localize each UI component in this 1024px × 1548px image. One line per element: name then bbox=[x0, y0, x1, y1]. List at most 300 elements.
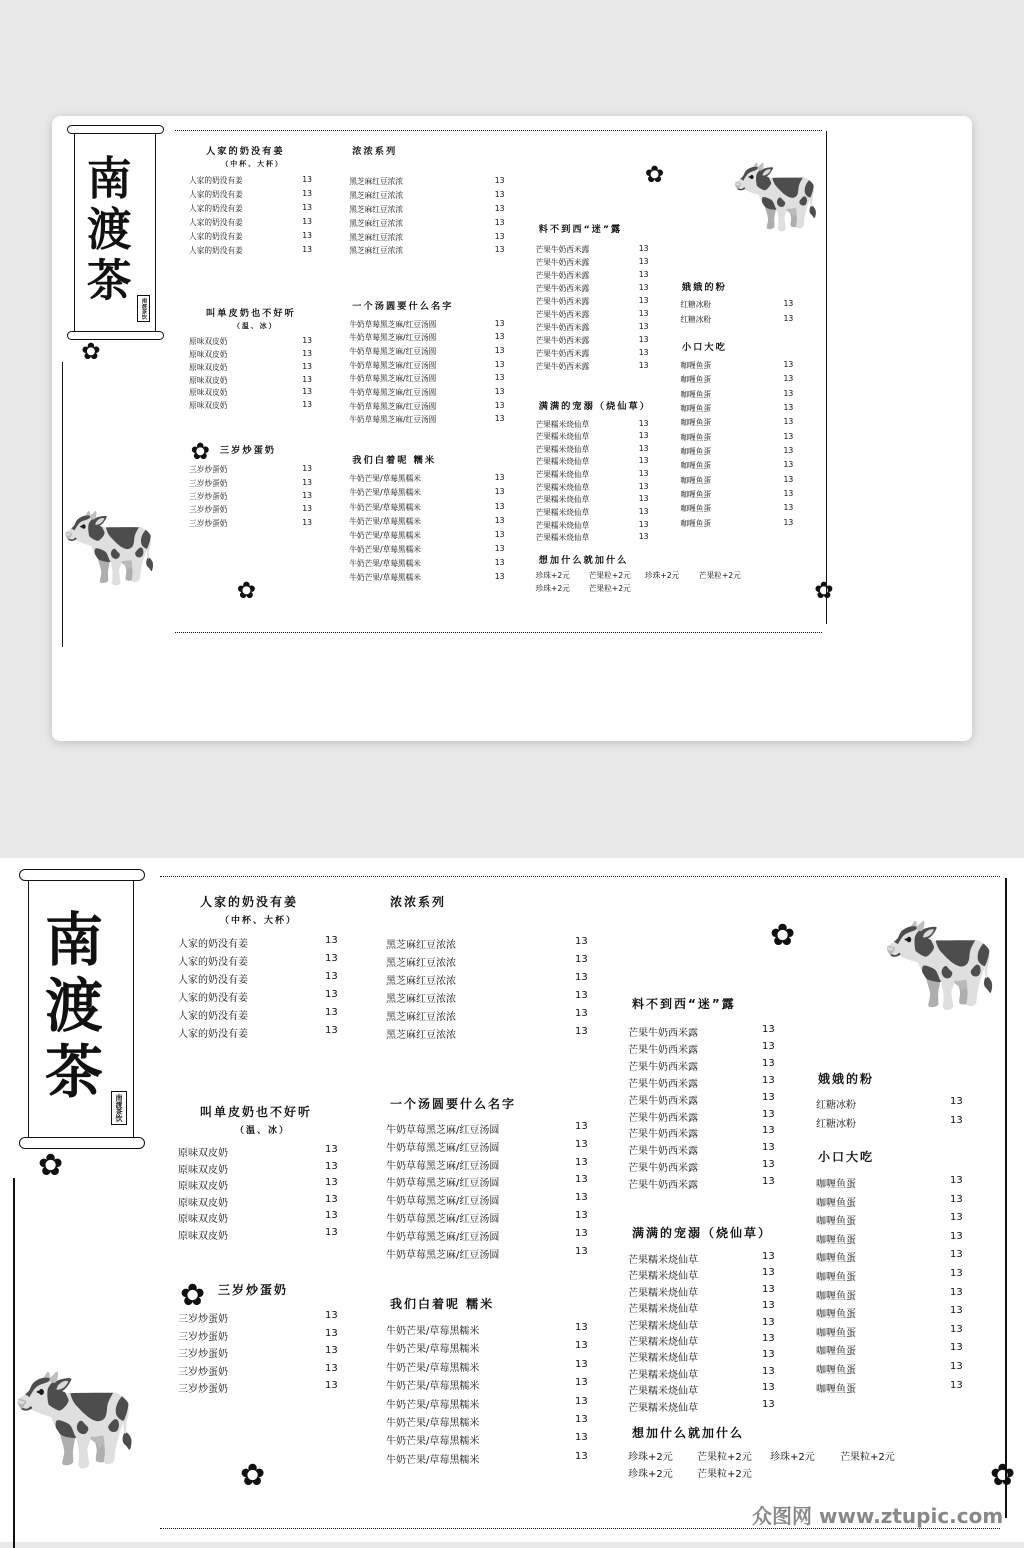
menu-item bbox=[178, 1380, 338, 1395]
menu-item bbox=[680, 374, 794, 385]
menu-item-name: 咖喱鱼蛋 bbox=[680, 361, 712, 371]
menu-item-name: 牛奶芒果/草莓黑糯米 bbox=[386, 1344, 480, 1356]
menu-item-price: 13 bbox=[783, 488, 794, 498]
menu-item-price: 13 bbox=[762, 1300, 775, 1312]
menu-item-price: 13 bbox=[950, 1096, 963, 1107]
menu-item bbox=[680, 360, 794, 371]
menu-item-name: 牛奶草莓黑芝麻/红豆汤圆 bbox=[349, 374, 437, 384]
menu-item-price: 13 bbox=[494, 189, 505, 199]
menu-item bbox=[535, 295, 649, 307]
menu-item-price: 13 bbox=[638, 532, 649, 542]
section-title-rice: 我们白着呢 糯米 bbox=[352, 455, 437, 467]
menu-item-price: 13 bbox=[575, 1138, 588, 1150]
menu-item-name: 芒果牛奶西米露 bbox=[535, 283, 590, 293]
addon-item: 珍珠+2元 bbox=[770, 1452, 815, 1463]
addon-item: 珍珠+2元 bbox=[628, 1452, 673, 1463]
menu-item-price: 13 bbox=[494, 572, 505, 582]
flower-icon: ✿ bbox=[38, 1148, 64, 1183]
menu-item-name: 芒果糯米烧仙草 bbox=[628, 1304, 698, 1316]
addon-item: 珍珠+2元 bbox=[628, 1469, 673, 1480]
menu-item bbox=[535, 519, 649, 531]
menu-item-name: 三岁炒蛋奶 bbox=[178, 1349, 228, 1360]
menu-item bbox=[178, 971, 338, 986]
menu-item-price: 13 bbox=[638, 321, 649, 331]
menu-item-price: 13 bbox=[325, 1362, 338, 1374]
menu-item bbox=[535, 443, 649, 455]
menu-item-price: 13 bbox=[762, 1074, 775, 1086]
menu-item-name: 原味双皮奶 bbox=[178, 1214, 228, 1226]
menu-item bbox=[816, 1305, 963, 1321]
menu-item-price: 13 bbox=[325, 1177, 338, 1189]
menu-item bbox=[535, 282, 649, 294]
menu-item-name: 三岁炒蛋奶 bbox=[189, 465, 228, 475]
addon-item: 芒果粒+2元 bbox=[588, 571, 631, 581]
menu-item bbox=[628, 1057, 775, 1073]
section-title-snacks: 小口大吃 bbox=[818, 1150, 875, 1164]
menu-item-price: 13 bbox=[762, 1333, 775, 1344]
top-frame-line bbox=[175, 130, 822, 132]
menu-item-price: 13 bbox=[575, 954, 588, 965]
brand-char: 渡 bbox=[45, 972, 104, 1040]
menu-item-price: 13 bbox=[762, 1349, 775, 1361]
menu-item-price: 13 bbox=[950, 1249, 963, 1261]
menu-item-name: 芒果糯米烧仙草 bbox=[535, 457, 590, 467]
menu-item bbox=[816, 1249, 963, 1265]
menu-item bbox=[386, 972, 588, 987]
menu-item-name: 牛奶芒果/草莓黑糯米 bbox=[386, 1381, 480, 1393]
menu-item-price: 13 bbox=[494, 529, 505, 539]
menu-item-name: 咖喱鱼蛋 bbox=[816, 1234, 856, 1246]
menu-item-price: 13 bbox=[762, 1267, 775, 1279]
menu-item-name: 红糖冰粉 bbox=[680, 314, 712, 324]
menu-item-name: 黑芝麻红豆浓浓 bbox=[349, 177, 404, 187]
menu-item-price: 13 bbox=[494, 487, 505, 497]
menu-item-price: 13 bbox=[575, 1210, 588, 1221]
menu-item-name: 原味双皮奶 bbox=[178, 1197, 228, 1209]
addon-item: 芒果粒+2元 bbox=[840, 1452, 895, 1463]
menu-item-name: 牛奶芒果/草莓黑糯米 bbox=[349, 502, 421, 512]
menu-item bbox=[628, 1142, 775, 1158]
menu-item-price: 13 bbox=[575, 990, 588, 1001]
menu-item bbox=[816, 1361, 963, 1376]
menu-item-name: 原味双皮奶 bbox=[178, 1148, 228, 1159]
menu-item-price: 13 bbox=[950, 1305, 963, 1317]
menu-item-price: 13 bbox=[950, 1379, 963, 1391]
menu-item-price: 13 bbox=[950, 1230, 963, 1242]
menu-item-price: 13 bbox=[950, 1175, 963, 1186]
menu-item-name: 芒果牛奶西米露 bbox=[628, 1078, 698, 1090]
menu-item bbox=[386, 1008, 588, 1023]
menu-item-price: 13 bbox=[783, 417, 794, 427]
menu-item-price: 13 bbox=[783, 446, 794, 456]
menu-item-name: 芒果糯米烧仙草 bbox=[535, 495, 590, 505]
menu-item bbox=[189, 464, 313, 475]
menu-item-price: 13 bbox=[575, 1156, 588, 1168]
section-subtitle-pudding: （温、冰） bbox=[232, 322, 278, 331]
menu-item-price: 13 bbox=[762, 1057, 775, 1069]
menu-item-price: 13 bbox=[638, 431, 649, 441]
menu-item-price: 13 bbox=[325, 971, 338, 982]
menu-item bbox=[628, 1074, 775, 1090]
menu-item-price: 13 bbox=[494, 373, 505, 383]
menu-item-name: 芒果糯米烧仙草 bbox=[535, 444, 590, 454]
menu-item bbox=[189, 175, 313, 186]
menu-item bbox=[628, 1040, 775, 1056]
menu-item-price: 13 bbox=[638, 256, 649, 266]
menu-item-price: 13 bbox=[783, 403, 794, 413]
menu-item-name: 咖喱鱼蛋 bbox=[816, 1179, 856, 1190]
menu-item-name: 咖喱鱼蛋 bbox=[816, 1383, 856, 1395]
menu-item bbox=[535, 308, 649, 320]
menu-item-price: 13 bbox=[494, 400, 505, 410]
menu-item bbox=[628, 1333, 775, 1348]
section-title-grass-jelly: 满满的宠溺（烧仙草） bbox=[632, 1226, 773, 1240]
menu-item-name: 红糖冰粉 bbox=[680, 300, 712, 310]
menu-item bbox=[680, 388, 794, 400]
section-title-tangyuan: 一个汤圆要什么名字 bbox=[352, 301, 454, 313]
menu-item bbox=[189, 336, 313, 347]
menu-item-price: 13 bbox=[783, 503, 794, 513]
menu-item bbox=[535, 360, 649, 372]
menu-item bbox=[349, 332, 505, 343]
menu-item-price: 13 bbox=[762, 1251, 775, 1262]
menu-preview-card bbox=[52, 116, 972, 741]
menu-item-price: 13 bbox=[302, 374, 313, 384]
menu-item-name: 芒果牛奶西米露 bbox=[628, 1146, 698, 1158]
menu-item-name: 牛奶芒果/草莓黑糯米 bbox=[349, 488, 421, 498]
menu-item bbox=[680, 474, 794, 486]
menu-item-name: 人家的奶没有姜 bbox=[189, 204, 243, 213]
menu-item bbox=[178, 1025, 338, 1040]
menu-item-price: 13 bbox=[494, 217, 505, 227]
menu-item-price: 13 bbox=[638, 282, 649, 292]
menu-item bbox=[189, 230, 313, 242]
menu-item-name: 芒果牛奶西米露 bbox=[628, 1129, 698, 1141]
menu-item bbox=[680, 460, 794, 471]
menu-item-name: 咖喱鱼蛋 bbox=[680, 461, 712, 471]
menu-item-price: 13 bbox=[302, 336, 313, 346]
menu-item bbox=[628, 1382, 775, 1398]
menu-item-name: 芒果牛奶西米露 bbox=[535, 309, 590, 319]
flower-icon: ✿ bbox=[814, 578, 834, 604]
menu-item-name: 原味双皮奶 bbox=[178, 1181, 228, 1193]
menu-item bbox=[386, 936, 588, 951]
menu-item-name: 咖喱鱼蛋 bbox=[816, 1309, 856, 1321]
menu-item bbox=[178, 1345, 338, 1360]
section-title-thick: 浓浓系列 bbox=[352, 145, 398, 157]
menu-item-name: 芒果糯米烧仙草 bbox=[628, 1369, 698, 1381]
menu-item-price: 13 bbox=[302, 387, 313, 397]
menu-item-name: 红糖冰粉 bbox=[816, 1100, 856, 1111]
menu-item bbox=[628, 1159, 775, 1175]
addon-item: 芒果粒+2元 bbox=[697, 1469, 752, 1480]
menu-item-name: 三岁炒蛋奶 bbox=[178, 1384, 228, 1395]
menu-item-price: 13 bbox=[575, 1245, 588, 1257]
menu-item bbox=[386, 1340, 588, 1356]
menu-item bbox=[178, 1227, 338, 1242]
menu-item bbox=[628, 1398, 775, 1414]
menu-item-name: 黑芝麻红豆浓浓 bbox=[349, 204, 404, 214]
menu-item bbox=[628, 1283, 775, 1299]
menu-item-price: 13 bbox=[762, 1125, 775, 1137]
menu-item bbox=[178, 1362, 338, 1378]
menu-item bbox=[628, 1300, 775, 1316]
menu-item bbox=[816, 1193, 963, 1209]
menu-item-price: 13 bbox=[302, 203, 313, 212]
menu-item-name: 牛奶芒果/草莓黑糯米 bbox=[349, 559, 421, 569]
menu-item-name: 牛奶草莓黑芝麻/红豆汤圆 bbox=[386, 1142, 500, 1154]
menu-item-price: 13 bbox=[783, 474, 794, 484]
menu-item-price: 13 bbox=[494, 544, 505, 554]
menu-item-name: 牛奶草莓黑芝麻/红豆汤圆 bbox=[386, 1196, 500, 1208]
menu-item bbox=[349, 558, 505, 569]
scroll-rod-top bbox=[67, 125, 164, 135]
menu-item-name: 咖喱鱼蛋 bbox=[816, 1216, 856, 1228]
flower-icon: ✿ bbox=[770, 918, 796, 953]
section-subtitle-milk-tea: （中杯、大杯） bbox=[220, 916, 298, 926]
menu-item-price: 13 bbox=[950, 1342, 963, 1354]
menu-item-name: 咖喱鱼蛋 bbox=[680, 389, 712, 399]
menu-item bbox=[816, 1342, 963, 1358]
menu-item-name: 牛奶草莓黑芝麻/红豆汤圆 bbox=[349, 360, 437, 370]
menu-item bbox=[535, 532, 649, 543]
menu-item-name: 咖喱鱼蛋 bbox=[680, 518, 712, 528]
menu-item bbox=[349, 318, 505, 330]
menu-item-name: 三岁炒蛋奶 bbox=[189, 491, 228, 501]
brand-char: 茶 bbox=[45, 1038, 104, 1106]
menu-item bbox=[189, 349, 313, 360]
menu-item-name: 牛奶草莓黑芝麻/红豆汤圆 bbox=[386, 1249, 500, 1261]
menu-item bbox=[628, 1251, 775, 1266]
menu-item-name: 人家的奶没有姜 bbox=[189, 217, 243, 227]
menu-item bbox=[680, 313, 794, 325]
menu-item-price: 13 bbox=[302, 349, 313, 358]
menu-item-name: 原味双皮奶 bbox=[178, 1231, 228, 1242]
menu-item-price: 13 bbox=[575, 1432, 588, 1444]
brand-char: 南 bbox=[86, 152, 132, 206]
menu-item-price: 13 bbox=[325, 1380, 338, 1391]
menu-item-name: 咖喱鱼蛋 bbox=[680, 504, 712, 514]
menu-item-name: 人家的奶没有姜 bbox=[178, 939, 248, 950]
section-title-egg-milk: 三岁炒蛋奶 bbox=[218, 1283, 289, 1297]
menu-item bbox=[680, 417, 794, 428]
menu-item-name: 芒果糯米烧仙草 bbox=[628, 1271, 698, 1283]
menu-item-price: 13 bbox=[762, 1024, 775, 1035]
menu-item-price: 13 bbox=[302, 490, 313, 500]
menu-item bbox=[349, 359, 505, 371]
brand-char: 渡 bbox=[86, 202, 132, 256]
menu-item bbox=[386, 1432, 588, 1448]
menu-item-price: 13 bbox=[638, 308, 649, 318]
menu-item-name: 牛奶芒果/草莓黑糯米 bbox=[349, 545, 421, 555]
menu-item-name: 芒果牛奶西米露 bbox=[535, 270, 590, 280]
menu-item bbox=[535, 494, 649, 505]
menu-item bbox=[816, 1286, 963, 1302]
menu-full-view bbox=[0, 858, 1024, 1542]
menu-item-name: 芒果牛奶西米露 bbox=[535, 257, 590, 267]
menu-item-name: 牛奶芒果/草莓黑糯米 bbox=[386, 1418, 480, 1429]
section-title-milk-tea: 人家的奶没有姜 bbox=[200, 895, 299, 909]
menu-item bbox=[386, 1414, 588, 1429]
menu-item bbox=[535, 431, 649, 442]
section-title-milk-tea: 人家的奶没有姜 bbox=[206, 145, 285, 157]
menu-item-name: 芒果牛奶西米露 bbox=[535, 244, 590, 254]
menu-item-price: 13 bbox=[302, 504, 313, 514]
menu-item-name: 咖喱鱼蛋 bbox=[680, 404, 712, 414]
scroll-rod-top bbox=[19, 869, 145, 881]
menu-item-price: 13 bbox=[575, 1174, 588, 1186]
menu-item-name: 芒果牛奶西米露 bbox=[628, 1112, 698, 1124]
menu-item-price: 13 bbox=[494, 318, 505, 328]
menu-item-price: 13 bbox=[950, 1193, 963, 1205]
menu-item-name: 牛奶芒果/草莓黑糯米 bbox=[386, 1362, 480, 1374]
menu-item-price: 13 bbox=[494, 359, 505, 369]
menu-item bbox=[349, 231, 505, 243]
menu-item bbox=[628, 1365, 775, 1381]
menu-item bbox=[680, 488, 794, 500]
menu-item bbox=[349, 544, 505, 555]
bottom-frame-line bbox=[175, 632, 822, 634]
menu-item-price: 13 bbox=[302, 400, 313, 410]
menu-item bbox=[386, 1192, 588, 1208]
menu-item-name: 三岁炒蛋奶 bbox=[178, 1366, 228, 1378]
menu-item-name: 咖喱鱼蛋 bbox=[816, 1253, 856, 1265]
menu-item-price: 13 bbox=[494, 345, 505, 355]
right-frame-line bbox=[1005, 878, 1007, 1518]
menu-item-price: 13 bbox=[325, 1193, 338, 1205]
brand-scroll bbox=[74, 131, 156, 333]
menu-item-name: 咖喱鱼蛋 bbox=[680, 489, 712, 499]
menu-item bbox=[189, 374, 313, 386]
menu-item-name: 芒果牛奶西米露 bbox=[535, 322, 590, 332]
menu-item-name: 芒果牛奶西米露 bbox=[535, 296, 590, 306]
menu-item-price: 13 bbox=[325, 1144, 338, 1155]
menu-item bbox=[680, 431, 794, 443]
section-title-grass-jelly: 满满的宠溺（烧仙草） bbox=[538, 400, 651, 412]
menu-item-name: 芒果糯米烧仙草 bbox=[628, 1386, 698, 1398]
menu-item-name: 黑芝麻红豆浓浓 bbox=[386, 958, 456, 969]
menu-item bbox=[535, 469, 649, 480]
addon-item: 珍珠+2元 bbox=[535, 584, 570, 594]
menu-item bbox=[628, 1024, 775, 1039]
menu-item bbox=[816, 1175, 963, 1190]
menu-item-price: 13 bbox=[762, 1398, 775, 1410]
menu-item-name: 原味双皮奶 bbox=[189, 375, 228, 385]
section-title-thick: 浓浓系列 bbox=[390, 895, 447, 909]
menu-item bbox=[178, 989, 338, 1004]
menu-item-price: 13 bbox=[950, 1323, 963, 1335]
menu-item bbox=[535, 418, 649, 430]
menu-item bbox=[680, 299, 794, 310]
menu-item bbox=[349, 203, 505, 215]
brand-char: 茶 bbox=[86, 253, 132, 307]
menu-item bbox=[628, 1267, 775, 1283]
menu-item bbox=[386, 1138, 588, 1154]
section-subtitle-milk-tea: （中杯、大杯） bbox=[221, 160, 284, 169]
menu-item-name: 人家的奶没有姜 bbox=[189, 245, 243, 255]
menu-item bbox=[386, 1245, 588, 1261]
cow-icon: 🐄 bbox=[10, 1354, 140, 1476]
menu-item-name: 黑芝麻红豆浓浓 bbox=[349, 246, 404, 256]
menu-item-name: 三岁炒蛋奶 bbox=[189, 478, 228, 488]
menu-item-price: 13 bbox=[302, 244, 313, 254]
menu-item-name: 咖喱鱼蛋 bbox=[680, 475, 712, 485]
menu-item-name: 牛奶草莓黑芝麻/红豆汤圆 bbox=[349, 401, 437, 411]
menu-item bbox=[535, 243, 649, 255]
menu-item bbox=[386, 1450, 588, 1466]
menu-item bbox=[628, 1349, 775, 1365]
menu-item-name: 芒果糯米烧仙草 bbox=[628, 1287, 698, 1299]
menu-item-name: 咖喱鱼蛋 bbox=[680, 375, 712, 385]
menu-item bbox=[535, 507, 649, 518]
top-frame-line bbox=[160, 876, 1000, 879]
menu-item-price: 13 bbox=[762, 1316, 775, 1328]
menu-item-price: 13 bbox=[575, 1450, 588, 1462]
menu-item-name: 红糖冰粉 bbox=[816, 1118, 856, 1130]
menu-item-price: 13 bbox=[638, 481, 649, 491]
menu-item-name: 人家的奶没有姜 bbox=[178, 993, 248, 1004]
menu-item-name: 芒果牛奶西米露 bbox=[535, 335, 590, 345]
menu-item bbox=[349, 487, 505, 498]
menu-item-price: 13 bbox=[638, 519, 649, 529]
menu-item bbox=[349, 189, 505, 201]
flower-icon: ✿ bbox=[81, 339, 101, 366]
menu-item-name: 牛奶草莓黑芝麻/红豆汤圆 bbox=[349, 388, 437, 398]
brand-stamp: 南渡茶饮 bbox=[111, 1091, 127, 1125]
menu-item-name: 三岁炒蛋奶 bbox=[178, 1331, 228, 1343]
menu-item-price: 13 bbox=[950, 1268, 963, 1279]
menu-item-name: 牛奶芒果/草莓黑糯米 bbox=[386, 1326, 480, 1337]
menu-item-name: 芒果牛奶西米露 bbox=[628, 1061, 698, 1073]
menu-item-name: 咖喱鱼蛋 bbox=[816, 1346, 856, 1358]
menu-item bbox=[349, 501, 505, 513]
menu-item bbox=[816, 1323, 963, 1339]
menu-item-price: 13 bbox=[494, 501, 505, 511]
menu-item-price: 13 bbox=[325, 1327, 338, 1339]
menu-item-price: 13 bbox=[494, 245, 505, 255]
menu-item-name: 芒果牛奶西米露 bbox=[628, 1095, 698, 1107]
menu-item-price: 13 bbox=[494, 387, 505, 397]
menu-item bbox=[628, 1316, 775, 1332]
menu-item bbox=[628, 1108, 775, 1124]
menu-item-price: 13 bbox=[494, 231, 505, 241]
section-title-sago: 料不到西“迷”露 bbox=[538, 224, 623, 236]
menu-item-name: 咖喱鱼蛋 bbox=[680, 447, 712, 457]
menu-item-name: 芒果糯米烧仙草 bbox=[535, 508, 590, 517]
menu-item-name: 黑芝麻红豆浓浓 bbox=[386, 940, 456, 951]
menu-item bbox=[189, 216, 313, 228]
menu-item-name: 人家的奶没有姜 bbox=[178, 1011, 248, 1022]
menu-item-price: 13 bbox=[575, 972, 588, 983]
menu-item bbox=[349, 387, 505, 398]
menu-item-price: 13 bbox=[494, 176, 505, 186]
menu-item-name: 芒果糯米烧仙草 bbox=[535, 533, 590, 543]
menu-item-name: 牛奶草莓黑芝麻/红豆汤圆 bbox=[349, 346, 437, 356]
cow-icon: 🐄 bbox=[729, 151, 822, 238]
menu-item-price: 13 bbox=[783, 388, 794, 398]
menu-item-price: 13 bbox=[762, 1108, 775, 1120]
menu-item-name: 黑芝麻红豆浓浓 bbox=[386, 1030, 456, 1041]
menu-item-name: 黑芝麻红豆浓浓 bbox=[349, 232, 404, 242]
menu-item bbox=[535, 456, 649, 467]
menu-item bbox=[816, 1268, 963, 1283]
menu-item-price: 13 bbox=[302, 361, 313, 371]
menu-item bbox=[628, 1176, 775, 1192]
menu-item-price: 13 bbox=[783, 431, 794, 441]
menu-item-name: 三岁炒蛋奶 bbox=[178, 1314, 228, 1325]
menu-item-price: 13 bbox=[575, 1026, 588, 1037]
addon-item: 珍珠+2元 bbox=[644, 571, 680, 581]
